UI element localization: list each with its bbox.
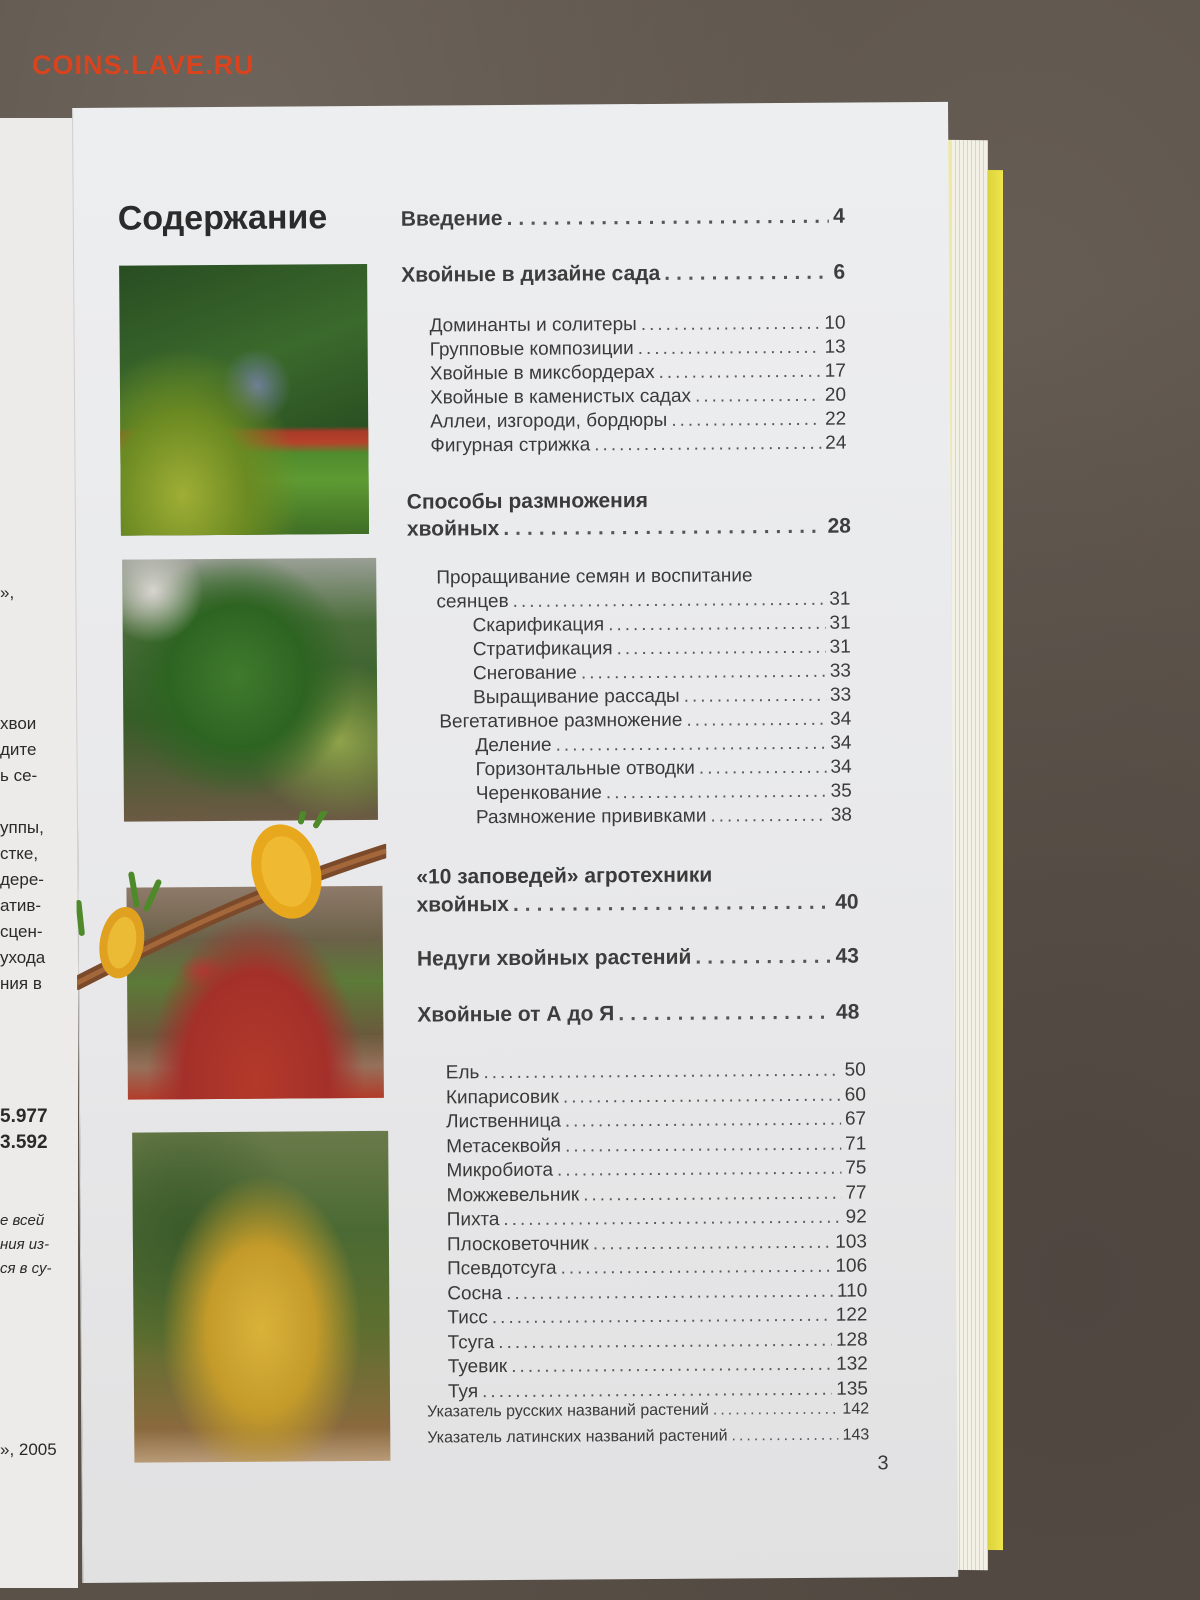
toc-entry[interactable] [417,945,859,972]
left-text-fragment: », [0,583,15,602]
toc-entry[interactable] [447,1206,867,1231]
toc-leader-dots [565,1133,841,1157]
toc-leader-dots [638,337,821,360]
toc-entry-label: Групповые композиции [429,338,634,361]
toc-entry-page: 20 [824,384,847,406]
toc-entry-page: 48 [835,1000,860,1024]
toc-leader-dots [686,709,826,732]
toc-entry-page: 31 [829,636,851,658]
toc-entry-label: Кипарисовик [445,1086,560,1108]
toc-leader-dots [506,1280,833,1304]
toc-entry-page: 31 [829,588,851,610]
toc-entry[interactable] [401,205,845,232]
toc-entry-label: Стратификация [472,638,613,661]
toc-leader-dots [731,1427,838,1446]
toc-leader-dots [641,313,821,336]
left-text-fragment: е всей [0,1212,45,1229]
toc-entry-page: 34 [830,756,852,778]
toc-entry-label: Тсуга [447,1331,495,1353]
left-text-fragment: ния из- [0,1236,50,1253]
left-text-fragment: ния в [0,974,42,993]
left-text-fragment: уппы, [0,818,44,837]
toc-entry-label: Метасеквойя [446,1135,562,1157]
toc-entry-label: Тисс [447,1307,488,1329]
toc-entry-page: 71 [845,1132,867,1155]
toc-leader-dots [498,1329,832,1353]
toc-entry[interactable] [427,1426,869,1447]
left-text-fragment: атив- [0,896,42,915]
left-text-fragment: дите [0,740,37,759]
toc-entry-label: Черенкование [475,782,602,805]
toc-entry-label: Туевик [447,1355,508,1378]
toc-entry-page: 40 [835,890,859,914]
toc-entry-label: Микробиота [446,1159,554,1182]
toc-entry-page: 67 [844,1108,867,1130]
toc-entry-page: 50 [844,1059,866,1081]
toc-entry-label: Сосна [447,1282,503,1304]
toc-entry-page: 34 [830,732,852,754]
toc-entry-label: Скарификация [472,614,605,637]
toc-entry[interactable] [439,709,851,734]
toc-entry-page: 128 [835,1328,868,1351]
toc-entry[interactable] [448,1353,868,1378]
left-text-fragment: ся в су- [0,1260,52,1277]
toc-entry-page: 135 [836,1377,869,1400]
toc-entry-label: Вегетативное размножение [439,709,683,733]
left-text-fragment: 3.592 [0,1132,48,1153]
toc-entry-page: 122 [835,1304,868,1326]
toc-entry-page: 110 [836,1279,868,1302]
left-text-fragment: ухода [0,948,46,967]
toc-entry-page: 24 [825,432,847,454]
toc-leader-dots [565,1109,841,1133]
toc-entry[interactable] [447,1304,867,1329]
left-facing-page [0,118,78,1588]
toc-leader-dots [560,1256,831,1280]
toc-entry-page: 4 [833,204,845,228]
toc-leader-dots [593,1231,832,1255]
toc-leader-dots [710,805,827,828]
toc-entry[interactable] [427,1400,869,1421]
toc-entry-label: Снегование [472,662,578,685]
toc-entry[interactable] [446,1108,866,1133]
toc-leader-dots [617,637,826,660]
toc-entry[interactable] [429,313,845,338]
toc-leader-dots [557,1158,841,1182]
toc-entry[interactable] [417,1001,859,1028]
toc-entry[interactable] [430,409,846,434]
toc-entry-page: 92 [845,1206,867,1228]
toc-entry-page: 17 [824,360,846,382]
left-text-fragment: дере- [0,870,44,889]
toc-leader-dots [671,409,821,432]
toc-entry[interactable] [476,781,852,806]
toc-entry[interactable] [473,637,851,662]
toc-entry-label: сеянцев [436,590,509,613]
toc-entry[interactable] [447,1231,867,1256]
toc-entry-label: Деление [475,734,552,757]
toc-leader-dots [713,1401,839,1420]
toc-entry-label: Доминанты и солитеры [429,314,637,337]
left-text-fragment: 5.977 [0,1106,48,1127]
toc-entry[interactable] [416,891,858,918]
toc-entry-page: 77 [845,1181,867,1204]
toc-entry[interactable] [407,515,851,542]
toc-entry[interactable] [446,1157,866,1182]
toc-entry[interactable] [476,757,852,782]
toc-entry[interactable] [447,1182,867,1207]
toc-entry-label: Горизонтальные отводки [475,757,695,781]
toc-entry-label: Размножение прививками [475,805,707,829]
toc-entry-label: Ель [445,1062,480,1084]
toc-entry-label: Аллеи, изгороди, бордюры [430,409,668,433]
toc-entry-page: 31 [829,612,851,634]
toc-entry[interactable] [430,385,846,410]
toc-leader-dots [483,1060,840,1084]
toc-entry-label: Хвойные в дизайне сада [401,261,661,287]
left-text-fragment: стке, [0,844,39,863]
toc-leader-dots [583,1182,841,1206]
toc-leader-dots [503,1207,841,1231]
toc-leader-dots [618,1001,832,1026]
left-text-fragment: хвои [0,714,37,733]
toc-entry[interactable] [430,337,846,362]
toc-entry-label: Хвойные от А до Я [417,1002,615,1027]
toc-leader-dots [608,613,825,637]
toc-leader-dots [581,661,826,685]
toc-entry-label: Введение [400,206,503,231]
toc-entry-label[interactable]: Способы размножения [406,488,649,514]
toc-leader-dots [664,261,829,286]
toc-leader-dots [492,1305,832,1329]
toc-entry-label[interactable]: «10 заповедей» агротехники [416,863,713,889]
toc-entry[interactable] [473,685,851,710]
toc-entry[interactable] [447,1255,867,1280]
toc-entry[interactable] [446,1084,866,1109]
toc-entry-label: Хвойные в миксбордерах [429,361,655,385]
toc-entry-label: Пихта [446,1209,500,1231]
toc-entry-label: Хвойные в каменистых садах [429,385,692,409]
toc-entry-label: Недуги хвойных растений [416,945,692,971]
toc-leader-dots [699,757,827,780]
toc-entry-page: 34 [830,708,852,730]
toc-entry[interactable] [476,805,852,830]
toc-leader-dots [606,781,827,805]
toc-entry[interactable] [401,261,845,288]
toc-entry-label: Можжевельник [446,1183,580,1206]
left-text-fragment: », 2005 [0,1440,57,1459]
toc-leader-dots [513,589,826,613]
toc-entry[interactable] [448,1378,868,1403]
toc-entry-label: Туя [447,1380,479,1402]
toc-entry[interactable] [436,589,850,614]
toc-entry-label: Фигурная стрижка [430,434,591,457]
toc-entry-label: Плосковеточник [446,1232,589,1255]
toc-entry-label: хвойных [416,892,510,917]
toc-entry-label: Псевдотсуга [447,1257,557,1280]
toc-entry-page: 142 [842,1400,870,1418]
toc-entry-page: 43 [835,944,860,968]
toc-leader-dots [684,685,826,708]
toc-entry-page: 143 [842,1426,870,1444]
toc-entry[interactable] [446,1059,866,1084]
toc-entry[interactable] [448,1329,868,1354]
toc-leader-dots [594,433,821,457]
book-page [72,102,958,1583]
toc-entry-page: 35 [830,780,852,802]
toc-entry-page: 13 [824,336,846,358]
toc-entry[interactable] [473,613,851,638]
toc-entry-label: хвойных [406,517,500,541]
toc-leader-dots [695,385,821,408]
toc-entry-page: 22 [824,408,847,430]
toc-entry-label: Лиственница [446,1110,561,1133]
toc-entry-page: 33 [829,684,852,706]
left-text-fragment: сцен- [0,922,43,941]
toc-leader-dots [556,733,827,757]
left-text-fragment: ь се- [0,766,38,785]
toc-entry-page: 75 [845,1157,867,1179]
toc-entry[interactable] [430,433,846,458]
toc-entry[interactable] [473,661,851,686]
page-number: 3 [877,1452,889,1475]
toc-entry-label: Указатель латинских названий растений [427,1427,728,1447]
toc-entry-label[interactable]: Проращивание семян и воспитание [436,565,753,589]
toc-entry[interactable] [475,733,851,758]
toc-leader-dots [503,515,823,541]
toc-entry-label: Указатель русских названий растений [427,1401,709,1421]
toc-entry-page: 10 [824,312,846,334]
toc-entry-page: 33 [829,660,852,682]
page-title: Содержание [117,198,328,238]
table-of-contents [73,102,958,1583]
toc-entry[interactable] [430,361,846,386]
toc-leader-dots [695,945,831,970]
toc-leader-dots [513,891,831,917]
toc-entry[interactable] [446,1133,866,1158]
toc-entry-page: 60 [844,1083,866,1106]
toc-entry-page: 6 [833,260,846,284]
toc-entry-page: 132 [836,1353,868,1375]
toc-entry-page: 38 [830,804,853,826]
toc-entry-page: 106 [835,1255,868,1277]
toc-entry-label: Выращивание рассады [473,685,680,709]
toc-leader-dots [482,1378,832,1402]
toc-entry[interactable] [447,1280,867,1305]
watermark: COINS.LAVE.RU [32,50,255,80]
toc-leader-dots [563,1084,841,1108]
toc-entry-page: 28 [827,514,852,538]
toc-leader-dots [511,1354,832,1378]
toc-leader-dots [506,205,829,231]
toc-leader-dots [658,361,820,384]
toc-entry-page: 103 [835,1230,868,1253]
